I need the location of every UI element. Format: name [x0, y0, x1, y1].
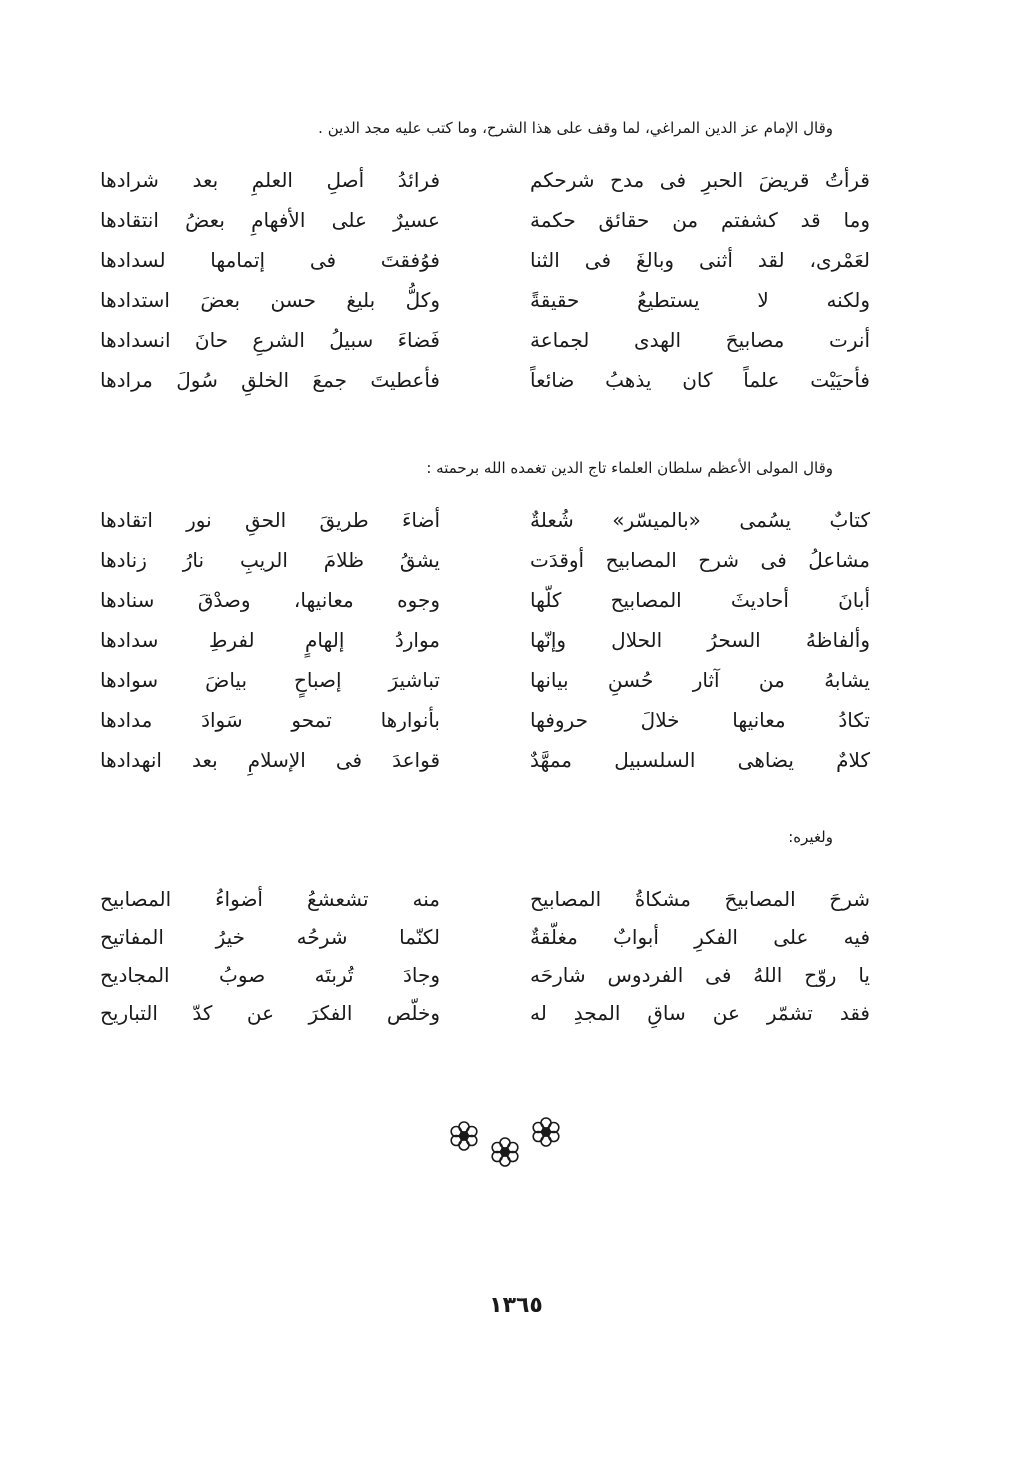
section3-poem: [100, 880, 870, 1032]
verse: كتابٌ يسُمى «بالميسّر» شُعلةٌ: [530, 508, 870, 532]
verse: كلامٌ يضاهى السلسبيل ممهَّدٌ: [530, 748, 870, 772]
verse: وكلُّ بليغ حسن بعضَ استدادها: [100, 288, 440, 312]
verse: لعَمْرى، لقد أثنى وبالغَ فى الثنا: [530, 248, 870, 272]
flower-icon: [533, 1118, 559, 1146]
verse: فَضاءَ سبيلُ الشرعِ حانَ انسدادها: [100, 328, 440, 352]
verse: فقد تشمّر عن ساقِ المجدِ له: [530, 1001, 870, 1025]
verse: قواعدَ فى الإسلامِ بعد انهدادها: [100, 748, 440, 772]
verse: مشاعلُ فى شرح المصابيح أوقدَت: [530, 548, 870, 572]
verse: وجادَ تُربتَه صوبُ المجاديح: [100, 963, 440, 987]
verse: أبانَ أحاديثَ المصابيح كلّها: [530, 588, 870, 612]
section3-intro-line: ولغيره:: [788, 828, 833, 846]
verse: قرأتُ قريضَ الحبرِ فى مدح شرحكم: [530, 168, 870, 192]
verse: يا روّح اللهُ فى الفردوس شارحَه: [530, 963, 870, 987]
verse: تباشيرَ إصباحٍ بياضَ سوادها: [100, 668, 440, 692]
section1-left-column: [100, 160, 440, 400]
verse: ولكنه لا يستطيعُ حقيقةً: [530, 288, 870, 312]
verse: لكنّما شرحُه خيرُ المفاتيح: [100, 925, 440, 949]
verse: شرحَ المصابيحَ مشكاةُ المصابيح: [530, 887, 870, 911]
flower-icon: [492, 1138, 518, 1166]
section1-intro-line: وقال الإمام عز الدين المراغي، لما وقف على هذا الشرح، وما كتب عليه مجد الدين .: [318, 119, 833, 137]
flower-ornament-icon: [440, 1112, 570, 1172]
verse: فأحيَيْت علماً كان يذهبُ ضائعاً: [530, 368, 870, 392]
verse: يشقُ ظلامَ الريبِ نارُ زنادها: [100, 548, 440, 572]
section1-right-column: [530, 160, 870, 400]
verse: وخلّص الفكرَ عن كدّ التباريح: [100, 1001, 440, 1025]
section3-intro: [533, 825, 833, 849]
section2-left-column: [100, 500, 440, 780]
verse: وألفاظهُ السحرُ الحلال وإنّها: [530, 628, 870, 652]
verse: فأعطيتَ جمعَ الخلقِ سُولَ مرادها: [100, 368, 440, 392]
section3-right-column: [530, 880, 870, 1032]
verse: أنرت مصابيحَ الهدى لجماعة: [530, 328, 870, 352]
verse: فرائدُ أصلِ العلمِ بعد شرادها: [100, 168, 440, 192]
verse: فيه على الفكرِ أبوابٌ مغلّقةٌ: [530, 925, 870, 949]
verse: وجوه معانيها، وصدْقَ سنادها: [100, 588, 440, 612]
verse: يشابهُ من آثار حُسنِ بيانها: [530, 668, 870, 692]
verse: فوُفقتَ فى إتمامها لسدادها: [100, 248, 440, 272]
verse: مواردُ إلهامٍ لفرطِ سدادها: [100, 628, 440, 652]
verse: بأنوارها تمحو سَوادَ مدادها: [100, 708, 440, 732]
verse: تكادُ معانيها خلالَ حروفها: [530, 708, 870, 732]
section2-intro-line: وقال المولى الأعظم سلطان العلماء تاج الدين تغمده الله برحمته :: [426, 459, 833, 477]
flower-icon: [451, 1122, 477, 1150]
section2-intro: [193, 456, 833, 480]
page-number: ١٣٦٥: [489, 1293, 543, 1318]
verse: منه تشعشعُ أضواءُ المصابيح: [100, 887, 440, 911]
section2-poem: [100, 500, 870, 780]
section2-right-column: [530, 500, 870, 780]
section3-left-column: [100, 880, 440, 1032]
verse: وما قد كشفتم من حقائق حكمة: [530, 208, 870, 232]
verse: عسيرٌ على الأفهامِ بعضُ انتقادها: [100, 208, 440, 232]
verse: أضاءَ طريقَ الحقِ نور اتقادها: [100, 508, 440, 532]
section1-poem: [100, 160, 870, 400]
section1-intro: [193, 116, 833, 140]
